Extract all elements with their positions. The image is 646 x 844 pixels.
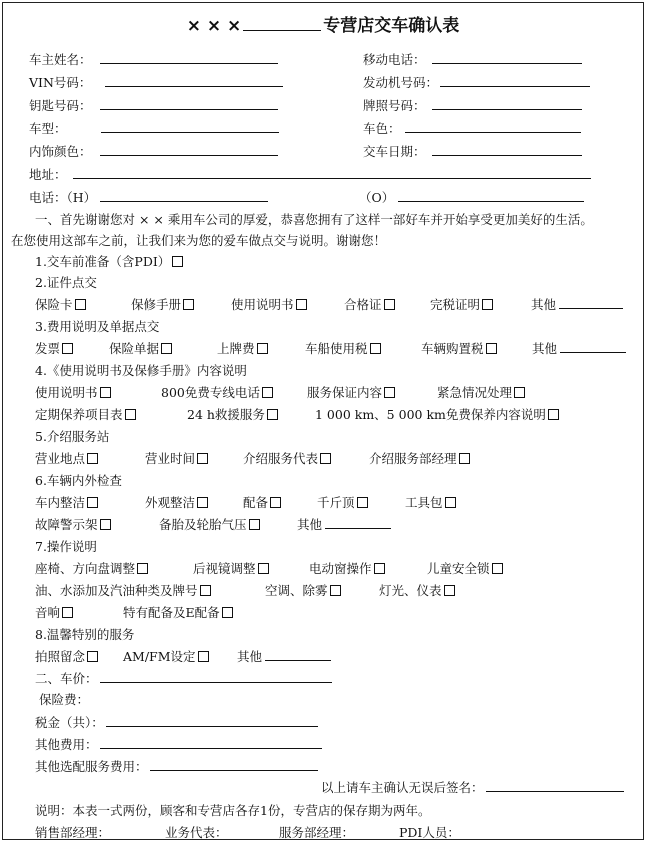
s7-checkbox-ac-defog[interactable] bbox=[330, 585, 341, 596]
s8-item-radio bbox=[123, 647, 209, 665]
s7-checkbox-lights-gauges[interactable] bbox=[444, 585, 455, 596]
s2-checkbox-warranty-manual[interactable] bbox=[183, 299, 194, 310]
s4-item-user-manual bbox=[35, 383, 111, 401]
owner-name-label: 车主姓名： bbox=[29, 52, 92, 67]
s4-item-emergency bbox=[437, 383, 525, 401]
s6-checkbox-warning-triangle[interactable] bbox=[100, 519, 111, 530]
s7-item-seat-steering bbox=[35, 559, 148, 577]
s2-item-insurance-card bbox=[35, 295, 86, 313]
s2-label-user-manual: 使用说明书 bbox=[231, 297, 294, 312]
s7-label-seat-steering: 座椅、方向盘调整 bbox=[35, 561, 136, 576]
option-fees-field[interactable] bbox=[150, 758, 318, 771]
s3-label-plate-fee: 上牌费 bbox=[217, 341, 255, 356]
signer-sales-rep: 业务代表： bbox=[165, 825, 228, 840]
s7-checkbox-seat-steering[interactable] bbox=[137, 563, 148, 574]
s3-item-purchase-tax bbox=[421, 339, 497, 357]
s3-checkbox-invoice[interactable] bbox=[62, 343, 73, 354]
s8-checkbox-radio[interactable] bbox=[198, 651, 209, 662]
mobile-label: 移动电话： bbox=[363, 52, 426, 67]
s6-label-equipment: 配备 bbox=[243, 495, 269, 510]
address-row bbox=[29, 166, 591, 183]
s2-label-warranty-manual: 保修手册 bbox=[131, 297, 182, 312]
phone-h-field[interactable] bbox=[100, 189, 268, 202]
mobile-field[interactable] bbox=[432, 51, 582, 64]
s2-label-other: 其他 bbox=[531, 297, 557, 312]
owner-signature-field[interactable] bbox=[486, 779, 624, 792]
s3-item-invoice bbox=[35, 339, 73, 357]
s7-label-child-lock: 儿童安全锁 bbox=[427, 561, 490, 576]
section-8-heading: 8.温馨特别的服务 bbox=[35, 627, 135, 642]
tax-field[interactable] bbox=[106, 714, 318, 727]
model-field[interactable] bbox=[101, 120, 279, 133]
s2-item-warranty-manual bbox=[131, 295, 194, 313]
s6-label-jack: 千斤顶 bbox=[317, 495, 355, 510]
delivery-date-label: 交车日期： bbox=[363, 144, 426, 159]
other-fees-row bbox=[35, 736, 322, 753]
s6-item-jack bbox=[317, 493, 368, 511]
phone-h-row bbox=[29, 189, 268, 206]
s5-item-service-rep bbox=[243, 449, 331, 467]
s2-label-tax-cert: 完税证明 bbox=[430, 297, 481, 312]
s5-checkbox-service-manager[interactable] bbox=[459, 453, 470, 464]
s5-checkbox-hours[interactable] bbox=[197, 453, 208, 464]
plate-no-row bbox=[363, 97, 582, 114]
section-2-heading: 2.证件点交 bbox=[35, 275, 97, 290]
form-title bbox=[3, 11, 643, 36]
section-4-heading: 4.《使用说明书及保修手册》内容说明 bbox=[35, 363, 247, 378]
s7-item-child-lock bbox=[427, 559, 503, 577]
owner-name-field[interactable] bbox=[100, 51, 278, 64]
delivery-date-row bbox=[363, 143, 582, 160]
s4-item-rescue bbox=[187, 405, 278, 423]
s7-label-audio: 音响 bbox=[35, 605, 61, 620]
s3-label-vehicle-tax: 车船使用税 bbox=[305, 341, 368, 356]
intro-line-1: 一、首先谢谢您对 × × 乘用车公司的厚爱，恭喜您拥有了这样一部好车并开始享受更加美好的生活。 bbox=[35, 212, 593, 227]
s4-label-free-maintenance: 1 000 km、5 000 km免费保养内容说明 bbox=[315, 407, 546, 422]
option-fees-row bbox=[35, 758, 318, 775]
s8-label-other: 其他 bbox=[237, 649, 263, 664]
s4-label-emergency: 紧急情况处理 bbox=[437, 385, 513, 400]
s2-checkbox-certificate[interactable] bbox=[384, 299, 395, 310]
phone-o-row bbox=[359, 189, 584, 206]
s6-item-equipment bbox=[243, 493, 281, 511]
s3-label-invoice: 发票 bbox=[35, 341, 61, 356]
s6-item-other bbox=[297, 515, 391, 533]
key-no-row bbox=[29, 97, 278, 114]
s3-item-insurance-docs bbox=[109, 339, 172, 357]
s2-label-certificate: 合格证 bbox=[344, 297, 382, 312]
other-fees-field[interactable] bbox=[100, 736, 322, 749]
s5-label-location: 营业地点 bbox=[35, 451, 86, 466]
price-field[interactable] bbox=[100, 670, 332, 683]
price-label: 二、车价： bbox=[35, 671, 98, 686]
s4-checkbox-user-manual[interactable] bbox=[100, 387, 111, 398]
s4-checkbox-service-guarantee[interactable] bbox=[384, 387, 395, 398]
s3-item-other bbox=[532, 339, 626, 357]
interior-label: 内饰颜色： bbox=[29, 144, 92, 159]
s8-label-photo: 拍照留念 bbox=[35, 649, 86, 664]
s2-item-tax-cert bbox=[430, 295, 493, 313]
s3-checkbox-plate-fee[interactable] bbox=[257, 343, 268, 354]
s6-label-interior-clean: 车内整洁 bbox=[35, 495, 86, 510]
s7-item-audio bbox=[35, 603, 73, 621]
s2-checkbox-insurance-card[interactable] bbox=[75, 299, 86, 310]
s6-item-toolkit bbox=[405, 493, 456, 511]
signer-sales-manager: 销售部经理： bbox=[35, 825, 111, 840]
s6-checkbox-toolkit[interactable] bbox=[445, 497, 456, 508]
s2-item-certificate bbox=[344, 295, 395, 313]
s4-checkbox-free-maintenance[interactable] bbox=[548, 409, 559, 420]
owner-name-row bbox=[29, 51, 278, 68]
signer-service-manager: 服务部经理： bbox=[279, 825, 355, 840]
intro-line-2: 在您使用这部车之前，让我们来为您的爱车做点交与说明。谢谢您！ bbox=[11, 233, 387, 248]
price-row bbox=[35, 670, 332, 687]
retention-note: 说明：本表一式两份，顾客和专营店各存1份，专营店的保存期为两年。 bbox=[35, 803, 431, 818]
section-7-heading: 7.操作说明 bbox=[35, 539, 97, 554]
vin-field[interactable] bbox=[105, 74, 283, 87]
s7-checkbox-child-lock[interactable] bbox=[492, 563, 503, 574]
s5-item-hours bbox=[145, 449, 208, 467]
s4-label-service-guarantee: 服务保证内容 bbox=[307, 385, 383, 400]
form-page bbox=[2, 2, 644, 840]
interior-field[interactable] bbox=[100, 143, 278, 156]
section-1-label: 1.交车前准备（含PDI） bbox=[35, 254, 171, 269]
tax-row bbox=[35, 714, 318, 731]
phone-h-label: 电话：（H） bbox=[29, 190, 97, 205]
key-no-label: 钥匙号码： bbox=[29, 98, 92, 113]
s3-label-insurance-docs: 保险单据 bbox=[109, 341, 160, 356]
s3-item-vehicle-tax bbox=[305, 339, 381, 357]
s6-item-interior-clean bbox=[35, 493, 98, 511]
color-row bbox=[363, 120, 581, 137]
s4-item-maintenance-table bbox=[35, 405, 136, 423]
s3-checkbox-vehicle-tax[interactable] bbox=[370, 343, 381, 354]
s6-label-spare-tire: 备胎及轮胎气压 bbox=[159, 517, 247, 532]
address-field[interactable] bbox=[73, 166, 591, 179]
s4-checkbox-hotline[interactable] bbox=[262, 387, 273, 398]
s7-checkbox-power-window[interactable] bbox=[374, 563, 385, 574]
s6-checkbox-jack[interactable] bbox=[357, 497, 368, 508]
option-fees-label: 其他选配服务费用： bbox=[35, 759, 148, 774]
s6-other-field[interactable] bbox=[325, 516, 391, 529]
s7-label-mirror: 后视镜调整 bbox=[193, 561, 256, 576]
s6-checkbox-exterior-clean[interactable] bbox=[197, 497, 208, 508]
owner-signature-label: 以上请车主确认无误后签名： bbox=[321, 780, 484, 795]
s7-item-ac-defog bbox=[265, 581, 341, 599]
section-5-heading: 5.介绍服务站 bbox=[35, 429, 110, 444]
s7-item-special-equip bbox=[123, 603, 233, 621]
insurance-fee-label: 保险费： bbox=[39, 692, 90, 707]
s4-label-rescue: 24 h救援服务 bbox=[187, 407, 265, 422]
s7-item-power-window bbox=[309, 559, 385, 577]
s4-checkbox-emergency[interactable] bbox=[514, 387, 525, 398]
s4-label-maintenance-table: 定期保养项目表 bbox=[35, 407, 123, 422]
phone-o-label: （O） bbox=[359, 190, 395, 205]
signer-pdi-staff: PDI人员： bbox=[399, 825, 460, 840]
s4-label-user-manual: 使用说明书 bbox=[35, 385, 98, 400]
s2-checkbox-tax-cert[interactable] bbox=[482, 299, 493, 310]
s7-item-mirror bbox=[193, 559, 269, 577]
s8-other-field[interactable] bbox=[265, 648, 331, 661]
s4-checkbox-maintenance-table[interactable] bbox=[125, 409, 136, 420]
s4-item-service-guarantee bbox=[307, 383, 395, 401]
section-6-heading: 6.车辆内外检查 bbox=[35, 473, 122, 488]
s4-item-free-maintenance bbox=[315, 405, 559, 423]
s5-label-hours: 营业时间 bbox=[145, 451, 196, 466]
vin-label: VIN号码： bbox=[29, 75, 92, 90]
other-fees-label: 其他费用： bbox=[35, 737, 98, 752]
s3-other-field[interactable] bbox=[560, 340, 626, 353]
s6-checkbox-spare-tire[interactable] bbox=[249, 519, 260, 530]
s5-item-location bbox=[35, 449, 98, 467]
section-3-heading: 3.费用说明及单据点交 bbox=[35, 319, 160, 334]
vin-row bbox=[29, 74, 283, 91]
section-1-checkbox[interactable] bbox=[172, 256, 183, 267]
s7-label-fluids-fuel: 油、水添加及汽油种类及牌号 bbox=[35, 583, 198, 598]
plate-no-field[interactable] bbox=[432, 97, 582, 110]
s4-label-hotline: 800免费专线电话 bbox=[161, 385, 260, 400]
s6-checkbox-equipment[interactable] bbox=[270, 497, 281, 508]
s6-checkbox-interior-clean[interactable] bbox=[87, 497, 98, 508]
s7-label-power-window: 电动窗操作 bbox=[309, 561, 372, 576]
owner-signature-row bbox=[321, 779, 624, 796]
s3-item-plate-fee bbox=[217, 339, 268, 357]
s6-label-exterior-clean: 外观整洁 bbox=[145, 495, 196, 510]
s7-checkbox-fluids-fuel[interactable] bbox=[200, 585, 211, 596]
s6-label-toolkit: 工具包 bbox=[405, 495, 443, 510]
s7-checkbox-mirror[interactable] bbox=[258, 563, 269, 574]
title-blank[interactable] bbox=[243, 16, 321, 31]
s6-item-spare-tire bbox=[159, 515, 260, 533]
insurance-fee-row bbox=[39, 692, 89, 708]
s2-label-insurance-card: 保险卡 bbox=[35, 297, 73, 312]
s7-item-lights-gauges bbox=[379, 581, 455, 599]
s6-label-other: 其他 bbox=[297, 517, 323, 532]
s3-checkbox-insurance-docs[interactable] bbox=[161, 343, 172, 354]
title-prefix: × × × bbox=[186, 16, 242, 36]
interior-row bbox=[29, 143, 278, 160]
s8-item-other bbox=[237, 647, 331, 665]
s5-label-service-rep: 介绍服务代表 bbox=[243, 451, 319, 466]
s7-label-lights-gauges: 灯光、仪表 bbox=[379, 583, 442, 598]
delivery-date-field[interactable] bbox=[432, 143, 582, 156]
s8-checkbox-photo[interactable] bbox=[87, 651, 98, 662]
model-label: 车型： bbox=[29, 121, 67, 136]
s3-label-other: 其他 bbox=[532, 341, 558, 356]
s7-label-special-equip: 特有配备及E配备 bbox=[123, 605, 220, 620]
s2-other-field[interactable] bbox=[559, 296, 623, 309]
s6-item-warning-triangle bbox=[35, 515, 111, 533]
engine-no-field[interactable] bbox=[440, 74, 590, 87]
s5-item-service-manager bbox=[369, 449, 470, 467]
address-label: 地址： bbox=[29, 167, 67, 182]
phone-o-field[interactable] bbox=[398, 189, 584, 202]
s4-item-hotline bbox=[161, 383, 273, 401]
color-label: 车色： bbox=[363, 121, 401, 136]
s2-checkbox-user-manual[interactable] bbox=[296, 299, 307, 310]
s7-label-ac-defog: 空调、除雾 bbox=[265, 583, 328, 598]
section-1-pre-delivery bbox=[35, 252, 183, 270]
s8-item-photo bbox=[35, 647, 98, 665]
s8-label-radio: AM/FM设定 bbox=[123, 649, 196, 664]
s5-checkbox-location[interactable] bbox=[87, 453, 98, 464]
engine-no-label: 发动机号码： bbox=[363, 75, 439, 90]
tax-label: 税金（共）： bbox=[35, 715, 104, 730]
s2-item-user-manual bbox=[231, 295, 307, 313]
s2-item-other bbox=[531, 295, 623, 313]
s6-label-warning-triangle: 故障警示架 bbox=[35, 517, 98, 532]
s3-checkbox-purchase-tax[interactable] bbox=[486, 343, 497, 354]
s6-item-exterior-clean bbox=[145, 493, 208, 511]
title-suffix: 专营店交车确认表 bbox=[323, 16, 460, 36]
s4-checkbox-rescue[interactable] bbox=[267, 409, 278, 420]
s7-checkbox-audio[interactable] bbox=[62, 607, 73, 618]
key-no-field[interactable] bbox=[100, 97, 278, 110]
mobile-row bbox=[363, 51, 582, 68]
s5-checkbox-service-rep[interactable] bbox=[320, 453, 331, 464]
s7-checkbox-special-equip[interactable] bbox=[222, 607, 233, 618]
color-field[interactable] bbox=[405, 120, 581, 133]
s3-label-purchase-tax: 车辆购置税 bbox=[421, 341, 484, 356]
model-row bbox=[29, 120, 279, 137]
s5-label-service-manager: 介绍服务部经理 bbox=[369, 451, 457, 466]
engine-no-row bbox=[363, 74, 590, 91]
s7-item-fluids-fuel bbox=[35, 581, 211, 599]
plate-no-label: 牌照号码： bbox=[363, 98, 426, 113]
